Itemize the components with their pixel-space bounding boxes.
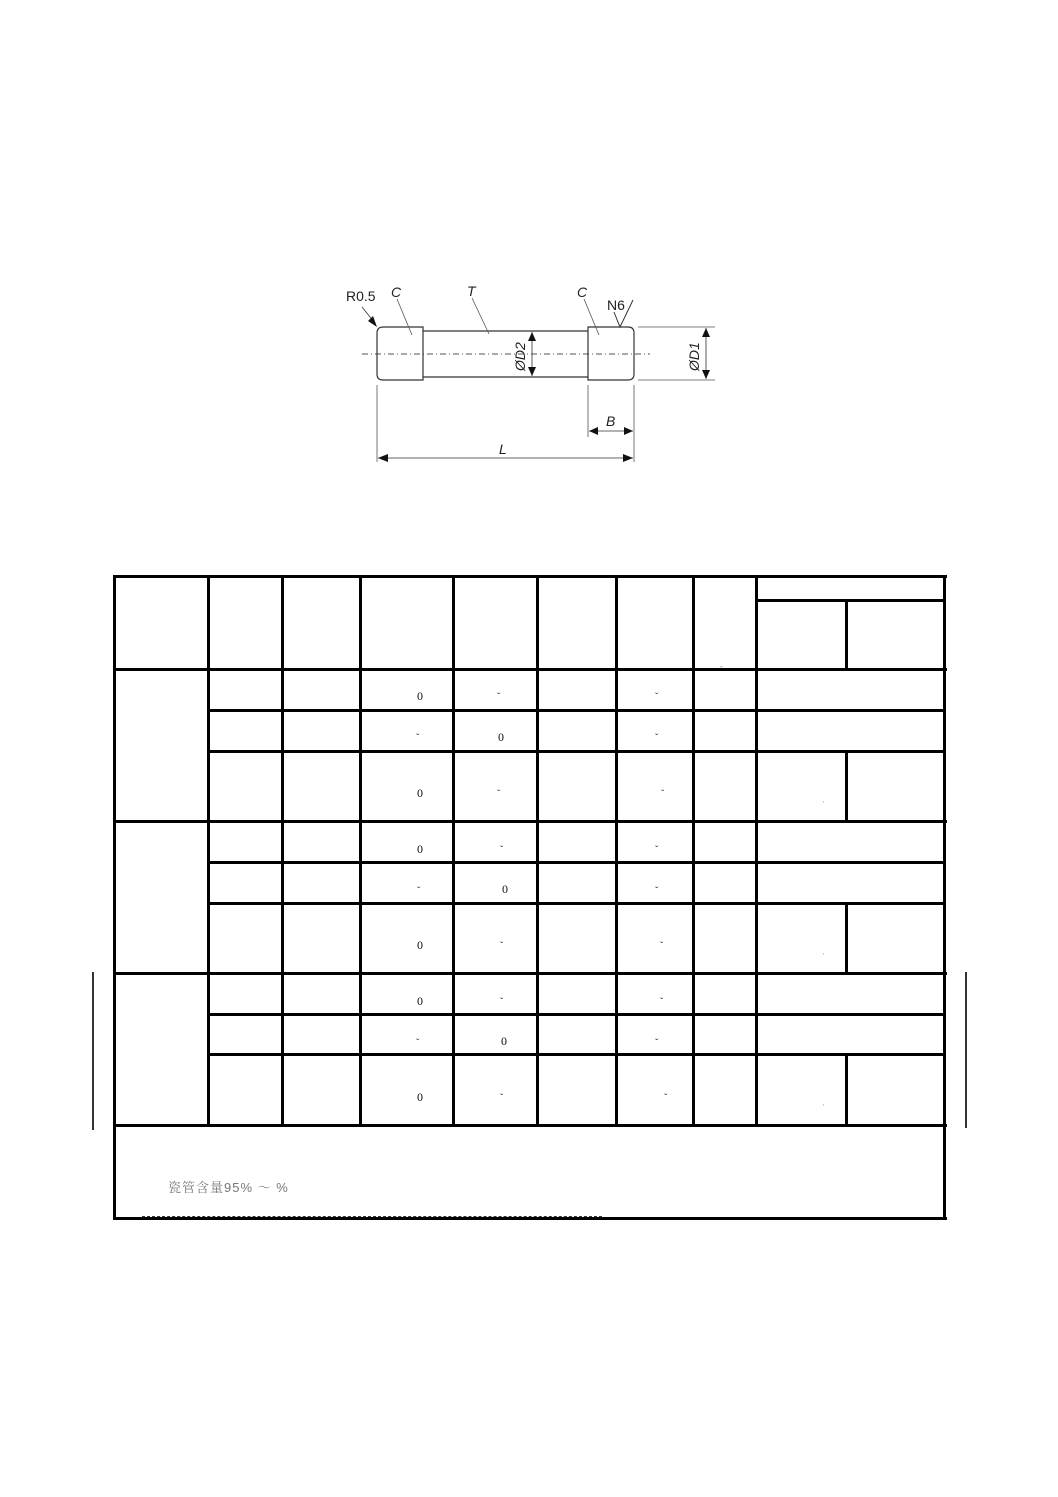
table-cell: 0: [417, 1090, 423, 1104]
table-cell: ˇ: [416, 1038, 420, 1049]
table-cell: ˇ: [660, 941, 664, 952]
left-revision-bar: [92, 972, 94, 1130]
table-cell: ˇ: [655, 1038, 659, 1049]
header-group: [758, 578, 943, 599]
header-mark: -: [720, 662, 723, 671]
table-cell: ˇ: [655, 886, 659, 897]
note-line-1: 瓷管含量95% ～ %: [168, 1180, 289, 1195]
fuse-drawing-svg: [330, 270, 750, 470]
table-cell: ˇ: [655, 733, 659, 744]
table-cell: ˇ: [664, 1093, 668, 1104]
group-1-label: [116, 671, 207, 820]
table-cell: 0: [417, 938, 423, 952]
table-cell: ˇ: [655, 692, 659, 703]
label-cap-right: C: [577, 284, 588, 300]
label-surface-finish: N6: [607, 297, 625, 313]
label-cap-length: B: [606, 413, 616, 429]
table-cell: 0: [502, 882, 508, 896]
table-cell: ˇ: [660, 997, 664, 1008]
label-cap-left: C: [391, 284, 402, 300]
header-sub-col-1: [758, 602, 845, 668]
table-cell: ˇ: [500, 997, 504, 1008]
table-cell: 0: [417, 786, 423, 800]
table-cell: ˇ: [500, 941, 504, 952]
table-cell: ˇ: [500, 845, 504, 856]
header-col-6: [539, 578, 615, 668]
label-total-length: L: [499, 441, 507, 457]
label-tube: T: [467, 283, 476, 299]
header-sub-col-2: [848, 602, 943, 668]
table-cell: 0: [501, 1034, 507, 1048]
table-cell: ˇ: [417, 886, 421, 897]
table-cell: ˈ: [822, 800, 825, 809]
group-3-label: [116, 975, 207, 1124]
table-cell: 0: [417, 689, 423, 703]
header-col-3: [284, 578, 359, 668]
label-inner-diameter: ØD2: [512, 342, 528, 371]
header-col-5: [455, 578, 536, 668]
label-outer-diameter: ØD1: [686, 342, 702, 371]
label-radius: R0.5: [346, 288, 376, 304]
group-2-label: [116, 823, 207, 972]
table-cell: 0: [417, 994, 423, 1008]
table-cell: 0: [417, 842, 423, 856]
right-revision-bar: [965, 972, 967, 1128]
table-cell: ˇ: [497, 692, 501, 703]
table-cell: ˇ: [661, 789, 665, 800]
header-col-1: [116, 578, 207, 668]
table-cell: ˇ: [655, 845, 659, 856]
table-cell: 0: [498, 730, 504, 744]
table-cell: ˇ: [416, 733, 420, 744]
header-col-8: [695, 578, 755, 668]
fuse-technical-drawing: [330, 270, 750, 470]
header-col-2: [210, 578, 281, 668]
table-cell: ˇ: [500, 1093, 504, 1104]
table-cell: ˈ: [822, 952, 825, 961]
header-col-7: [618, 578, 692, 668]
note-line-2-underline: [142, 1216, 602, 1217]
table-cell: ˇ: [497, 789, 501, 800]
table-cell: ˈ: [822, 1103, 825, 1112]
header-col-4: [362, 578, 452, 668]
